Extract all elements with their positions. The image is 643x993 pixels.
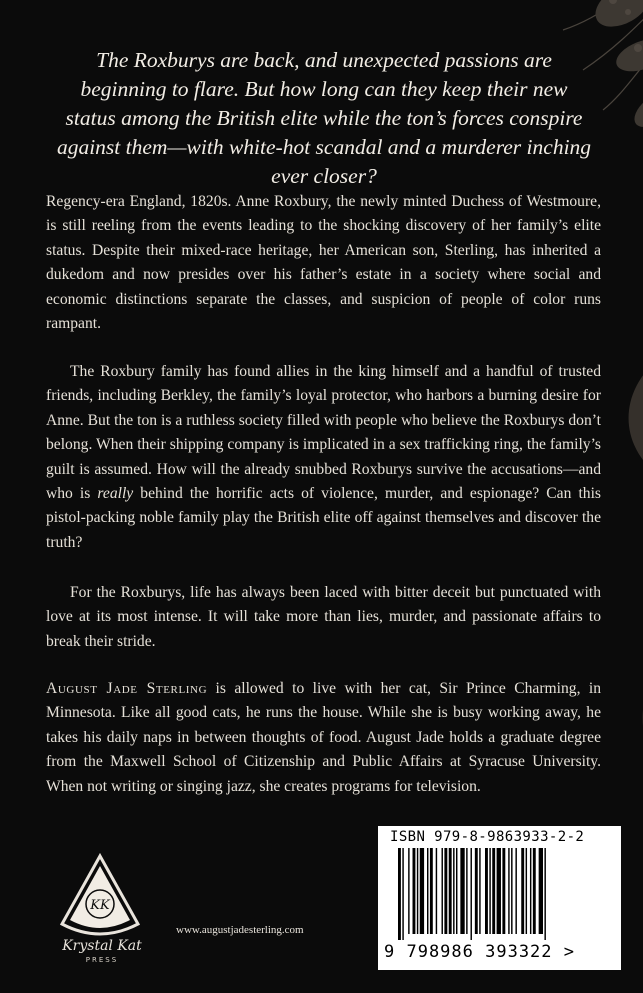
isbn-label: ISBN 979-8-9863933-2-2 <box>390 829 585 845</box>
barcode-bar <box>511 848 512 934</box>
barcode-digits: 9 798986 393322 > <box>384 942 575 962</box>
barcode-bar <box>444 848 447 934</box>
publisher-name: Krystal Kat <box>62 938 142 954</box>
barcode-bar <box>515 848 516 934</box>
barcode-bars <box>390 848 610 940</box>
isbn-barcode <box>378 826 621 970</box>
barcode-bar <box>413 848 416 934</box>
barcode-bar <box>460 848 464 934</box>
barcode-bar <box>475 848 478 934</box>
barcode-bar <box>427 848 428 934</box>
synopsis-text: behind the horrific acts of violence, murder, and espionage? Can this pistol-packing noble family play the British elite off against themselves and discover the truth? <box>46 485 602 551</box>
barcode-bar <box>521 848 524 934</box>
synopsis-text: The Roxbury family has found allies in the king himself and a handful of trusted friends, including Berkley, the family’s loyal protector, who harbors a burning desire for Anne. But the ton is a ruthless society filled with people who believe the Roxburys don’t belong. When their shipping company is implicated in a sex trafficking ring, the family’s guilt is assumed. How will the already snubbed Roxburys survive the accusations—and who is <box>46 363 601 503</box>
barcode-bar <box>485 848 488 934</box>
barcode-bar <box>533 848 536 934</box>
barcode-bar <box>436 848 437 934</box>
author-bio <box>46 677 601 799</box>
publisher-press-label: PRESS <box>85 956 119 964</box>
author-website: www.augustjadesterling.com <box>176 924 304 936</box>
barcode-bar <box>544 848 545 940</box>
barcode-bar <box>466 848 467 934</box>
barcode-bar <box>489 848 490 934</box>
barcode-bar <box>530 848 531 934</box>
barcode-bar <box>526 848 527 934</box>
author-name: August Jade Sterling <box>46 680 208 697</box>
barcode-bar <box>456 848 457 934</box>
barcode-bar <box>453 848 454 934</box>
barcode-bar <box>502 848 505 934</box>
barcode-bar <box>398 848 401 940</box>
barcode-bar <box>449 848 452 934</box>
barcode-bar <box>508 848 509 934</box>
emphasis-text: really <box>97 485 134 503</box>
logo-monogram: KK <box>90 898 110 913</box>
barcode-bar <box>420 848 424 934</box>
author-bio-text: is allowed to live with her cat, Sir Prince Charming, in Minnesota. Like all good cats, he runs the house. While she is busy working away, he takes his daily naps in between thoughts of food. August Jade holds a graduate degree from the Maxwell School of Citizenship and Public Affairs at Syracuse University. When not writing or singing jazz, she creates programs for television. <box>46 680 602 795</box>
synopsis-paragraph: For the Roxburys, life has always been laced with bitter deceit but punctuated with love at its most intense. It will take more than lies, murder, and passionate affairs to break their stride. <box>46 584 601 650</box>
barcode-bar <box>497 848 501 934</box>
barcode-bar <box>539 848 543 934</box>
barcode-bar <box>492 848 495 934</box>
barcode-bar <box>442 848 443 934</box>
barcode-bar <box>402 848 403 940</box>
barcode-bar <box>471 848 472 940</box>
barcode-bar <box>479 848 480 934</box>
barcode-bar <box>430 848 433 934</box>
barcode-bar <box>408 848 409 934</box>
tagline-blurb: The Roxburys are back, and unexpected passions are beginning to flare. But how long can they keep their new status among the British elite while the ton’s forces conspire against them—with white-hot scandal and a murderer inching ever closer? <box>56 48 592 188</box>
synopsis-paragraph <box>46 360 601 555</box>
barcode-bar <box>417 848 418 934</box>
synopsis-paragraph: Regency-era England, 1820s. Anne Roxbury, the newly minted Duchess of Westmoure, is still reeling from the events leading to the shocking discovery of her family’s elite status. Despite their mixed-race heritage, her American son, Sterling, has inherited a dukedom and now presides over his father’s estate in a society where social and economic distinctions separate the classes, and suspicion of people of color runs rampant. <box>46 193 601 333</box>
